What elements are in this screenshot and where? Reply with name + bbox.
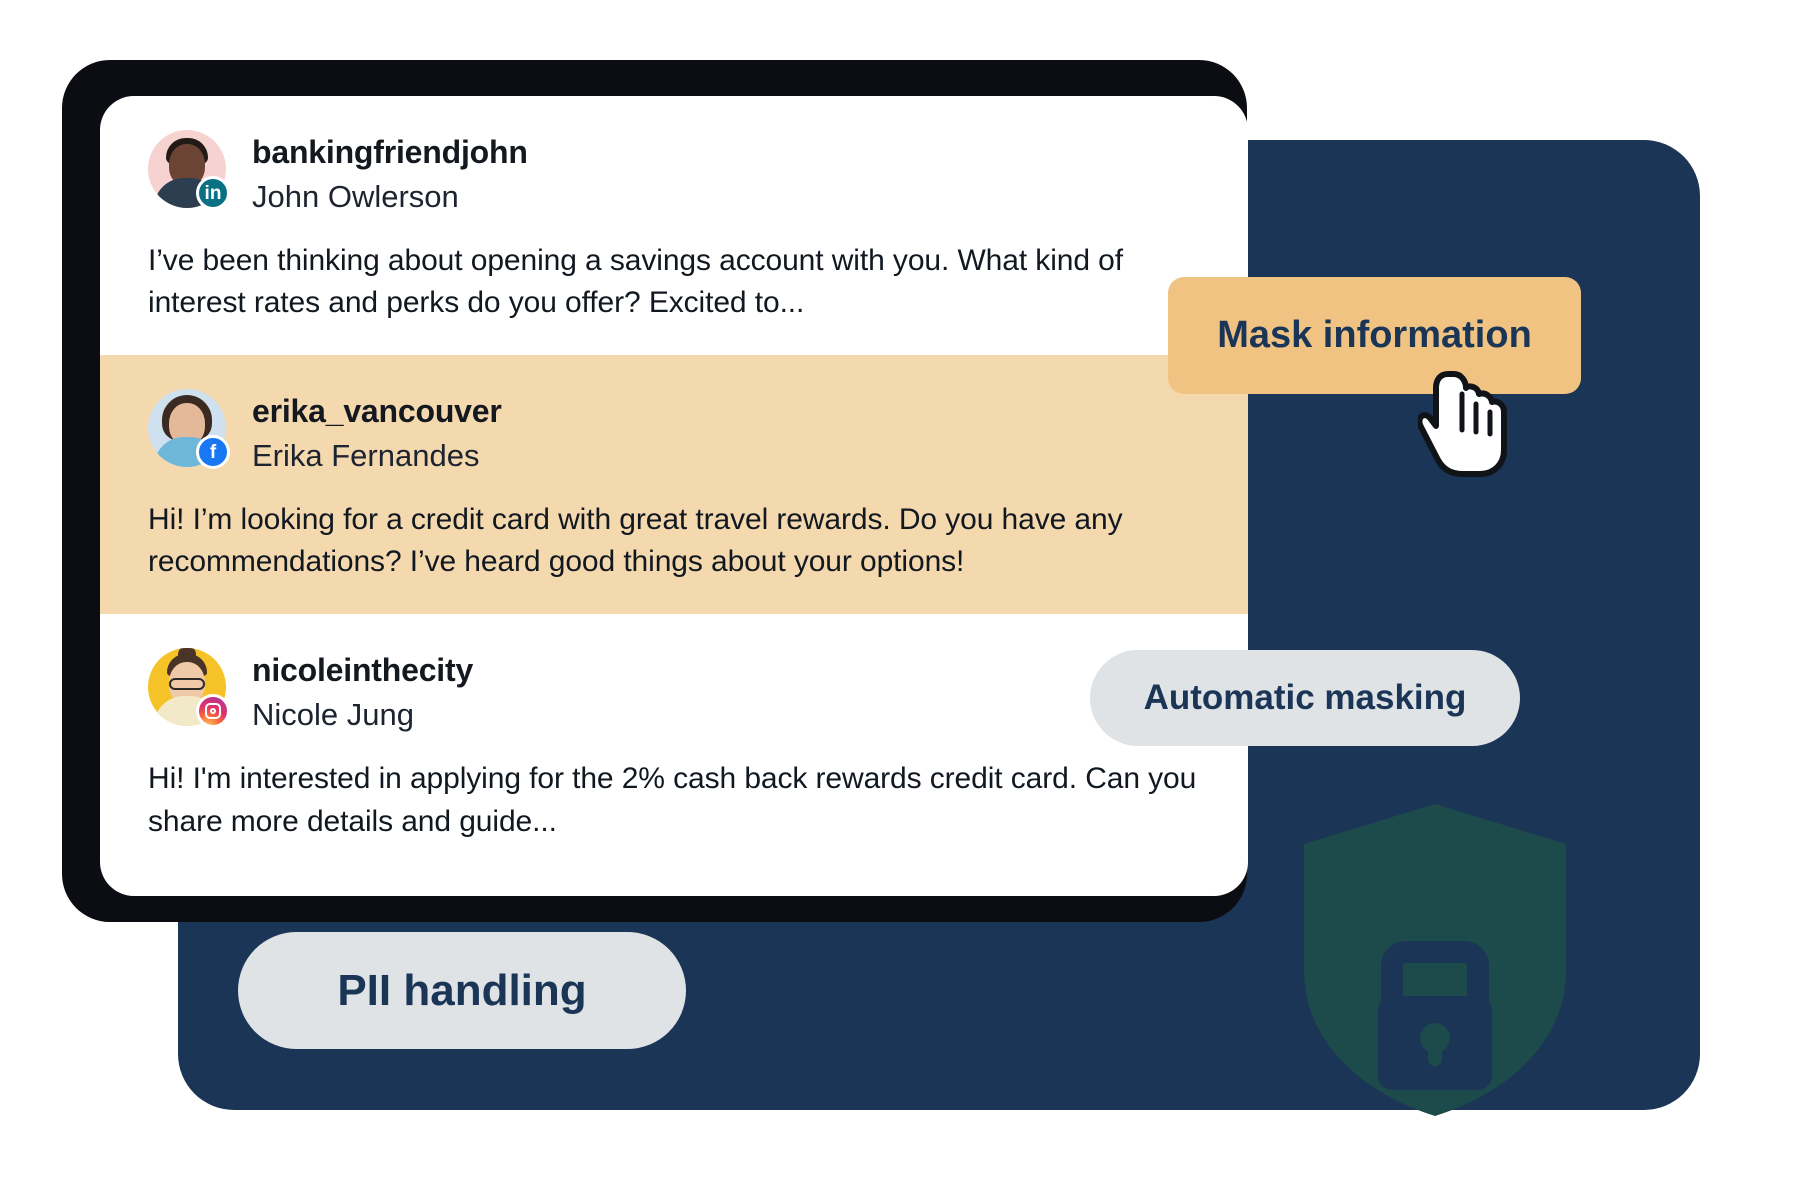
facebook-glyph: f bbox=[209, 441, 217, 463]
list-item[interactable] bbox=[100, 96, 1248, 355]
automatic-masking-badge[interactable]: Automatic masking bbox=[1090, 650, 1520, 746]
list-item[interactable] bbox=[100, 614, 1248, 873]
user-handle: erika_vancouver bbox=[252, 393, 502, 430]
avatar bbox=[148, 648, 226, 726]
message-header bbox=[148, 130, 1200, 218]
user-handle: bankingfriendjohn bbox=[252, 134, 528, 170]
instagram-icon bbox=[196, 694, 230, 728]
avatar bbox=[148, 389, 226, 467]
message-body: Hi! I'm interested in applying for the 2% cash back rewards credit card. Can you share more details and guide... bbox=[148, 761, 1197, 838]
message-identity bbox=[252, 130, 528, 218]
message-identity bbox=[252, 389, 502, 477]
linkedin-glyph: in bbox=[204, 182, 222, 204]
message-identity bbox=[252, 648, 473, 736]
user-fullname: Erika Fernandes bbox=[252, 438, 480, 474]
linkedin-icon bbox=[196, 176, 230, 210]
avatar bbox=[148, 130, 226, 208]
message-list-card bbox=[100, 96, 1248, 896]
pointing-hand-cursor bbox=[1418, 368, 1510, 478]
message-body: Hi! I’m looking for a credit card with great travel rewards. Do you have any recommendations? I’ve heard good things about your options! bbox=[148, 502, 1123, 579]
instagram-glyph bbox=[205, 703, 221, 719]
shield-lock-icon bbox=[1300, 800, 1570, 1120]
mask-information-button[interactable]: Mask information bbox=[1168, 277, 1581, 394]
facebook-icon bbox=[196, 435, 230, 469]
pii-handling-badge[interactable]: PII handling bbox=[238, 932, 686, 1049]
user-handle: nicoleinthecity bbox=[252, 652, 474, 689]
user-fullname: Nicole Jung bbox=[252, 697, 414, 733]
list-item[interactable] bbox=[100, 355, 1248, 614]
message-header bbox=[148, 648, 1200, 736]
message-header bbox=[148, 389, 1200, 477]
user-fullname: John Owlerson bbox=[252, 179, 459, 214]
message-body: I’ve been thinking about opening a savings account with you. What kind of interest rates and perks do you offer? Excited to... bbox=[148, 243, 1123, 320]
